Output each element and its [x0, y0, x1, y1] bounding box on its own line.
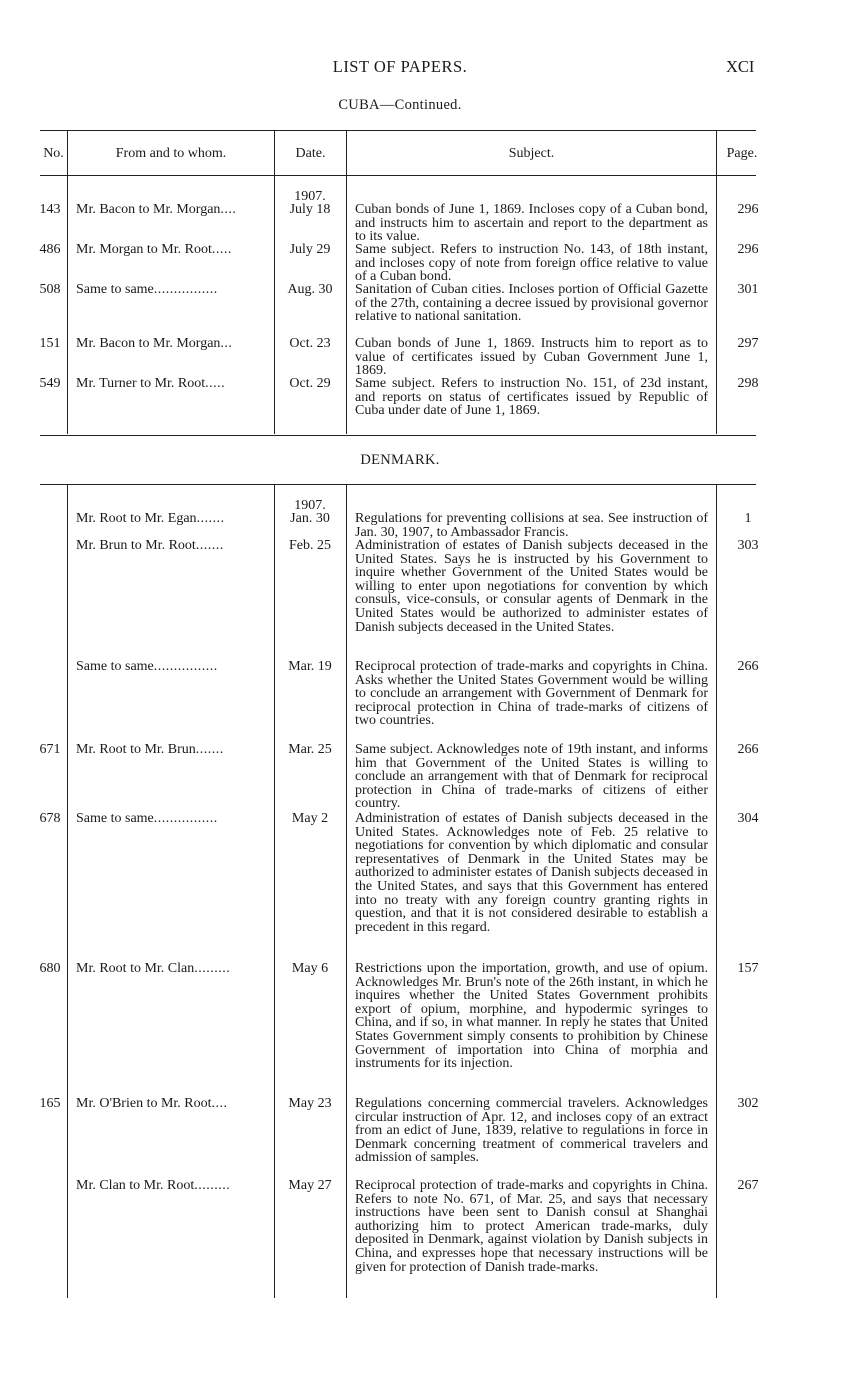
- row-date: Mar. 25: [288, 742, 332, 757]
- row-number: 143: [39, 202, 61, 217]
- row-date: May 27: [288, 1178, 332, 1193]
- section-title-denmark: DENMARK.: [360, 452, 440, 468]
- column-header-no: No.: [43, 146, 64, 161]
- column-header-page: Page.: [726, 146, 758, 161]
- row-date: Oct. 23: [289, 336, 331, 351]
- row-date: May 23: [288, 1096, 332, 1111]
- row-date: May 6: [291, 961, 329, 976]
- row-number: 486: [39, 242, 61, 257]
- row-date: May 2: [291, 811, 329, 826]
- column-divider: [67, 485, 68, 1298]
- row-subject: Reciprocal protection of trade-marks and copyrights in China. Refers to note No. 671, of Mar. 25, and says that necessary instructions have been sent to Danish consul at Shanghai authorizing him to protect American trade-marks, duly deposited in Denmark, against violation by Danish subjects in China, and expresses hope that necessary instructions will be given for protection of Danish trade-marks.: [355, 1178, 708, 1275]
- row-from-to: Mr. Clan to Mr. Root.........: [76, 1179, 231, 1193]
- row-date: July 29: [289, 242, 331, 257]
- row-subject: Sanitation of Cuban cities. Incloses portion of Official Gazette of the 27th, containing a decree issued by provisional governor relative to national sanitation.: [355, 282, 709, 325]
- row-from-to: Mr. Brun to Mr. Root.......: [76, 539, 224, 553]
- row-subject: Regulations concerning commercial travelers. Acknowledges circular instruction of Apr. 12, and incloses copy of an extract from an edict of June, 1839, relative to regulations in force in Denmark concerning treatment of commerical travelers and admission of samples.: [355, 1096, 708, 1166]
- row-number: 671: [39, 742, 61, 757]
- row-number: 508: [39, 282, 61, 297]
- row-date: Feb. 25: [289, 538, 331, 553]
- row-date: Mar. 19: [288, 659, 332, 674]
- page-title: LIST OF PAPERS.: [332, 57, 468, 76]
- denmark-top-rule: [40, 484, 756, 485]
- row-from-to: Mr. Turner to Mr. Root.....: [76, 377, 226, 391]
- row-page: 302: [737, 1096, 759, 1111]
- row-date: Oct. 29: [289, 376, 331, 391]
- column-header-subject: Subject.: [508, 146, 555, 161]
- row-from-to: Mr. O'Brien to Mr. Root....: [76, 1097, 228, 1111]
- row-from-to: Mr. Root to Mr. Egan.......: [76, 512, 225, 526]
- row-number: 151: [39, 336, 61, 351]
- column-divider: [716, 131, 717, 434]
- page-number: XCI: [726, 57, 755, 76]
- row-number: 549: [39, 376, 61, 391]
- row-number: 678: [39, 811, 61, 826]
- row-from-to: Same to same................: [76, 660, 218, 674]
- column-header-from-to: From and to whom.: [115, 146, 227, 161]
- cuba-bottom-rule: [40, 435, 756, 436]
- row-page: 304: [737, 811, 759, 826]
- column-divider: [67, 131, 68, 434]
- column-header-date: Date.: [295, 146, 326, 161]
- row-page: 298: [737, 376, 759, 391]
- row-subject: Cuban bonds of June 1, 1869. Instructs him to report as to value of certificates issued by Cuban Government June 1, 1869.: [355, 336, 708, 379]
- row-number: 680: [39, 961, 61, 976]
- row-page: 301: [737, 282, 759, 297]
- column-divider: [716, 485, 717, 1298]
- row-page: 157: [737, 961, 759, 976]
- year-label: 1907.: [294, 498, 326, 513]
- row-from-to: Mr. Morgan to Mr. Root.....: [76, 243, 232, 257]
- table-header-rule: [40, 175, 756, 176]
- row-subject: Administration of estates of Danish subjects deceased in the United States. Acknowledges note of Feb. 25 relative to negotiations for convention by which diplomatic and consular representatives of Denmark in the United States may be authorized to administer estates of Danish subjects deceased in the United States, and says that this Government has entered into no treaty with any foreign country granting rights in question, and that it is not considered desirable to establish a precedent in this regard.: [355, 811, 708, 935]
- row-date: July 18: [289, 202, 331, 217]
- column-divider: [274, 485, 275, 1298]
- row-page: 303: [737, 538, 759, 553]
- row-date: Jan. 30: [290, 511, 330, 526]
- row-from-to: Same to same................: [76, 812, 218, 826]
- row-page: 267: [737, 1178, 759, 1193]
- row-subject: Same subject. Acknowledges note of 19th instant, and informs him that Government of the United States is willing to conclude an arrangement with that of Denmark for reciprocal protection in China of trade-marks of citizens of either country.: [355, 742, 708, 812]
- row-subject: Administration of estates of Danish subjects deceased in the United States. Says he is instructed by his Government to inquire whether Government of the United States would be willing to enter upon negotiations for convention by which consuls, vice-consuls, or consular agents of Denmark in the United States would be authorized to administer estates of Danish subjects deceased in the United States.: [355, 538, 708, 635]
- column-divider: [346, 131, 347, 434]
- row-subject: Same subject. Refers to instruction No. 143, of 18th instant, and incloses copy of note from foreign office relative to value of a Cuban bond.: [355, 242, 708, 285]
- column-divider: [274, 131, 275, 434]
- row-from-to: Same to same................: [76, 283, 218, 297]
- row-subject: Restrictions upon the importation, growth, and use of opium. Acknowledges Mr. Brun's note of the 26th instant, in which he inquires whether the United States Government prohibits export of opium, morphine, and hypodermic syringes to China, and if so, in what manner. In reply he states that United States Government simply consents to prohibition by Chinese Government of importation into China of morphia and instruments for its injection.: [355, 961, 708, 1072]
- section-title-cuba: CUBA—Continued.: [338, 97, 462, 113]
- table-top-rule: [40, 130, 756, 131]
- row-number: 165: [39, 1096, 61, 1111]
- row-from-to: Mr. Bacon to Mr. Morgan...: [76, 337, 233, 351]
- row-page: 296: [737, 242, 759, 257]
- row-page: 296: [737, 202, 759, 217]
- row-page: 297: [737, 336, 759, 351]
- row-page: 1: [744, 511, 752, 526]
- row-from-to: Mr. Root to Mr. Clan.........: [76, 962, 231, 976]
- row-from-to: Mr. Root to Mr. Brun.......: [76, 743, 224, 757]
- row-subject: Same subject. Refers to instruction No. 151, of 23d instant, and reports on status of certificates issued by Republic of Cuba under date of June 1, 1869.: [355, 376, 708, 419]
- row-subject: Regulations for preventing collisions at sea. See instruction of Jan. 30, 1907, to Ambassador Francis.: [355, 511, 708, 540]
- row-date: Aug. 30: [287, 282, 333, 297]
- row-page: 266: [737, 742, 759, 757]
- row-subject: Cuban bonds of June 1, 1869. Incloses copy of a Cuban bond, and instructs him to ascertain and report to the department as to its value.: [355, 202, 708, 245]
- row-from-to: Mr. Bacon to Mr. Morgan....: [76, 203, 237, 217]
- year-label: 1907.: [294, 189, 326, 204]
- row-page: 266: [737, 659, 759, 674]
- column-divider: [346, 485, 347, 1298]
- row-subject: Reciprocal protection of trade-marks and copyrights in China. Asks whether the United States Government would be willing to conclude an arrangement with Government of Denmark for reciprocal protection in China of trade-marks of citizens of two countries.: [355, 659, 708, 729]
